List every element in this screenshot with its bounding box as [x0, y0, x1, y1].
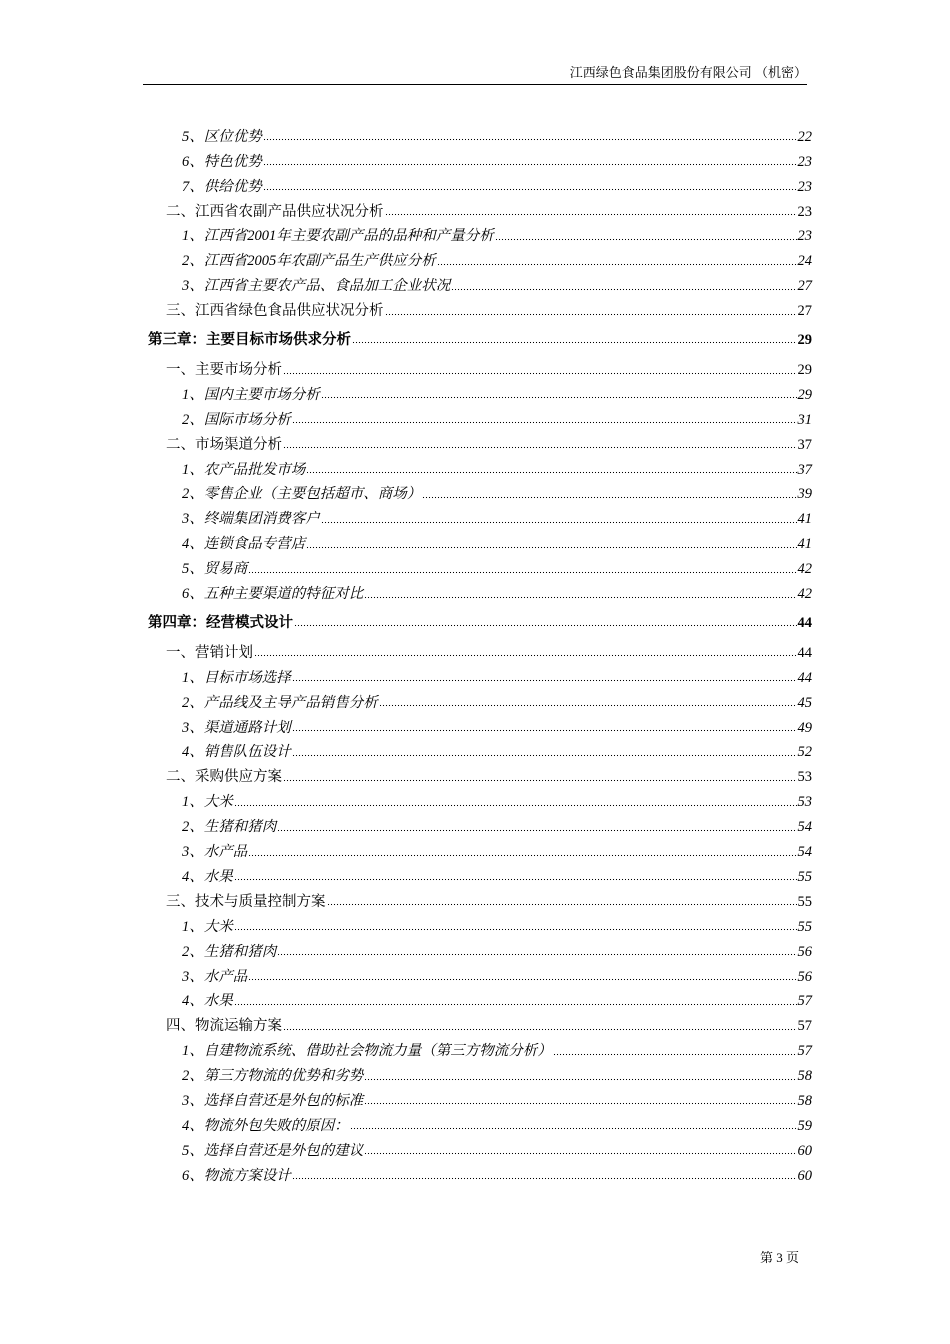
toc-entry-label: 3、江西省主要农产品、食品加工企业状况 [182, 278, 451, 295]
toc-dot-leader [254, 653, 797, 659]
toc-entry-label: 第四章：经营模式设计 [148, 615, 293, 632]
toc-entry-page-number: 24 [797, 253, 812, 270]
toc-entry-label: 4、水果 [182, 868, 233, 885]
toc-entry-label: 三、技术与质量控制方案 [166, 893, 326, 910]
toc-entry-label: 2、江西省2005年农副产品生产供应分析 [182, 253, 436, 270]
toc-dot-leader [283, 777, 797, 783]
toc-entry[interactable] [148, 506, 812, 531]
toc-dot-leader [451, 286, 796, 292]
toc-entry[interactable] [148, 1063, 812, 1088]
toc-dot-leader [234, 877, 797, 883]
toc-entry[interactable] [148, 432, 812, 457]
toc-entry[interactable] [148, 224, 812, 249]
toc-dot-leader [422, 494, 796, 500]
toc-entry-label: 2、生猪和猪肉 [182, 943, 277, 960]
toc-entry[interactable] [148, 382, 812, 407]
toc-entry-label: 6、物流方案设计 [182, 1167, 291, 1184]
toc-entry-label: 5、选择自营还是外包的建议 [182, 1142, 364, 1159]
toc-entry-page-number: 57 [797, 1043, 812, 1060]
toc-entry-label: 三、江西省绿色食品供应状况分析 [166, 303, 384, 320]
toc-dot-leader [364, 594, 796, 600]
header-company-text: 江西绿色食品集团股份有限公司 （机密） [569, 65, 807, 80]
toc-dot-leader [385, 311, 797, 317]
toc-entry-page-number: 55 [797, 893, 812, 910]
toc-entry[interactable] [148, 273, 812, 298]
toc-entry[interactable] [148, 939, 812, 964]
toc-entry[interactable] [148, 690, 812, 715]
toc-entry-page-number: 49 [797, 719, 812, 736]
toc-entry-label: 6、特色优势 [182, 153, 262, 170]
toc-entry[interactable] [148, 1113, 812, 1138]
toc-entry[interactable] [148, 964, 812, 989]
toc-dot-leader [292, 420, 797, 426]
toc-entry-label: 1、大米 [182, 794, 233, 811]
toc-dot-leader [248, 977, 796, 983]
toc-entry-page-number: 39 [797, 486, 812, 503]
toc-entry[interactable] [148, 1038, 812, 1063]
toc-dot-leader [277, 827, 796, 833]
toc-entry-label: 1、江西省2001年主要农副产品的品种和产量分析 [182, 228, 494, 245]
toc-entry-label: 1、大米 [182, 918, 233, 935]
toc-entry-page-number: 54 [797, 844, 812, 861]
toc-entry-label: 1、农产品批发市场 [182, 461, 306, 478]
toc-dot-leader [321, 395, 797, 401]
toc-dot-leader [294, 622, 797, 628]
toc-chapter-entry[interactable] [148, 323, 812, 357]
toc-entry-label: 6、五种主要渠道的特征对比 [182, 586, 364, 603]
toc-entry-page-number: 57 [797, 993, 812, 1010]
toc-dot-leader [234, 927, 797, 933]
toc-entry-label: 5、区位优势 [182, 128, 262, 145]
toc-entry-label: 3、渠道通路计划 [182, 719, 291, 736]
toc-entry-page-number: 29 [797, 386, 812, 403]
toc-entry-label: 4、物流外包失败的原因： [182, 1117, 349, 1134]
toc-entry-page-number: 23 [797, 153, 812, 170]
toc-entry[interactable] [148, 174, 812, 199]
toc-entry-label: 3、水产品 [182, 968, 248, 985]
toc-entry-page-number: 56 [797, 968, 812, 985]
toc-entry-page-number: 29 [797, 332, 812, 349]
toc-dot-leader [283, 445, 797, 451]
toc-entry-label: 2、产品线及主导产品销售分析 [182, 694, 378, 711]
toc-entry[interactable] [148, 889, 812, 914]
toc-entry[interactable] [148, 149, 812, 174]
toc-entry[interactable] [148, 740, 812, 765]
toc-entry-page-number: 55 [797, 918, 812, 935]
toc-entry-page-number: 27 [797, 303, 812, 320]
toc-entry-label: 2、生猪和猪肉 [182, 819, 277, 836]
toc-entry-label: 一、营销计划 [166, 644, 253, 661]
toc-entry-page-number: 56 [797, 943, 812, 960]
toc-entry-label: 2、零售企业（主要包括超市、商场） [182, 486, 422, 503]
toc-entry[interactable] [148, 199, 812, 224]
toc-entry-page-number: 29 [797, 362, 812, 379]
toc-entry-label: 5、贸易商 [182, 561, 248, 578]
toc-dot-leader [292, 728, 797, 734]
toc-entry[interactable] [148, 1163, 812, 1188]
toc-entry-page-number: 41 [797, 511, 812, 528]
toc-dot-leader [292, 752, 797, 758]
toc-entry-page-number: 37 [797, 436, 812, 453]
toc-entry-page-number: 58 [797, 1068, 812, 1085]
toc-dot-leader [283, 1026, 797, 1032]
toc-entry-page-number: 42 [797, 561, 812, 578]
toc-entry-page-number: 53 [797, 794, 812, 811]
toc-dot-leader [292, 678, 797, 684]
toc-entry[interactable] [148, 457, 812, 482]
toc-entry-label: 四、物流运输方案 [166, 1018, 282, 1035]
toc-entry-page-number: 58 [797, 1092, 812, 1109]
toc-entry[interactable] [148, 556, 812, 581]
toc-dot-leader [364, 1076, 796, 1082]
toc-entry-page-number: 22 [797, 128, 812, 145]
toc-dot-leader [364, 1101, 796, 1107]
toc-entry-label: 4、销售队伍设计 [182, 744, 291, 761]
toc-dot-leader [321, 519, 797, 525]
toc-entry[interactable] [148, 640, 812, 665]
toc-dot-leader [364, 1151, 796, 1157]
toc-entry[interactable] [148, 124, 812, 149]
toc-entry-page-number: 37 [797, 461, 812, 478]
toc-entry[interactable] [148, 989, 812, 1014]
toc-entry[interactable] [148, 1088, 812, 1113]
toc-entry-label: 一、主要市场分析 [166, 362, 282, 379]
toc-entry-page-number: 23 [797, 178, 812, 195]
toc-dot-leader [263, 137, 797, 143]
page-number: 第 3 页 [760, 1250, 800, 1265]
toc-entry-page-number: 42 [797, 586, 812, 603]
toc-entry-label: 1、目标市场选择 [182, 669, 291, 686]
toc-entry-label: 1、国内主要市场分析 [182, 386, 320, 403]
toc-dot-leader [292, 1176, 797, 1182]
toc-entry-page-number: 44 [797, 669, 812, 686]
toc-entry[interactable] [148, 357, 812, 382]
toc-chapter-entry[interactable] [148, 606, 812, 640]
toc-entry-page-number: 54 [797, 819, 812, 836]
toc-entry-label: 二、采购供应方案 [166, 769, 282, 786]
toc-entry-page-number: 23 [797, 203, 812, 220]
toc-dot-leader [248, 852, 796, 858]
toc-entry[interactable] [148, 789, 812, 814]
toc-dot-leader [495, 236, 797, 242]
toc-entry[interactable] [148, 407, 812, 432]
toc-entry-page-number: 44 [797, 615, 812, 632]
toc-dot-leader [352, 339, 797, 345]
toc-dot-leader [283, 370, 797, 376]
toc-entry-page-number: 27 [797, 278, 812, 295]
toc-entry-label: 4、水果 [182, 993, 233, 1010]
toc-entry[interactable] [148, 482, 812, 507]
toc-entry-page-number: 53 [797, 769, 812, 786]
toc-dot-leader [263, 187, 797, 193]
toc-entry-page-number: 57 [797, 1018, 812, 1035]
toc-entry-label: 4、连锁食品专营店 [182, 536, 306, 553]
toc-entry[interactable] [148, 814, 812, 839]
toc-entry-page-number: 31 [797, 411, 812, 428]
toc-entry[interactable] [148, 1013, 812, 1038]
toc-dot-leader [248, 569, 796, 575]
toc-dot-leader [553, 1051, 797, 1057]
toc-dot-leader [379, 703, 797, 709]
toc-entry[interactable] [148, 665, 812, 690]
toc-entry-label: 3、水产品 [182, 844, 248, 861]
toc-dot-leader [234, 1001, 797, 1007]
toc-entry-page-number: 55 [797, 868, 812, 885]
toc-entry-page-number: 23 [797, 228, 812, 245]
toc-entry[interactable] [148, 839, 812, 864]
toc-entry-label: 1、自建物流系统、借助社会物流力量（第三方物流分析） [182, 1043, 552, 1060]
toc-entry[interactable] [148, 581, 812, 606]
toc-entry[interactable] [148, 1138, 812, 1163]
toc-entry[interactable] [148, 531, 812, 556]
toc-dot-leader [306, 544, 796, 550]
table-of-contents [148, 124, 812, 1188]
toc-entry-label: 二、市场渠道分析 [166, 436, 282, 453]
page-header [143, 62, 807, 85]
toc-entry-page-number: 60 [797, 1142, 812, 1159]
toc-dot-leader [234, 802, 797, 808]
toc-entry-label: 第三章：主要目标市场供求分析 [148, 332, 351, 349]
toc-entry-label: 2、国际市场分析 [182, 411, 291, 428]
toc-entry-page-number: 52 [797, 744, 812, 761]
toc-entry[interactable] [148, 248, 812, 273]
toc-entry-label: 2、第三方物流的优势和劣势 [182, 1068, 364, 1085]
toc-entry-label: 7、供给优势 [182, 178, 262, 195]
toc-entry-label: 3、选择自营还是外包的标准 [182, 1092, 364, 1109]
toc-entry-page-number: 45 [797, 694, 812, 711]
toc-dot-leader [385, 212, 797, 218]
toc-entry[interactable] [148, 914, 812, 939]
toc-entry-label: 3、终端集团消费客户 [182, 511, 320, 528]
toc-entry[interactable] [148, 764, 812, 789]
toc-entry-page-number: 44 [797, 644, 812, 661]
toc-entry-page-number: 59 [797, 1117, 812, 1134]
toc-dot-leader [350, 1126, 797, 1132]
toc-dot-leader [263, 162, 797, 168]
toc-entry[interactable] [148, 864, 812, 889]
toc-dot-leader [277, 952, 796, 958]
toc-entry[interactable] [148, 298, 812, 323]
toc-dot-leader [327, 902, 797, 908]
toc-entry-page-number: 60 [797, 1167, 812, 1184]
toc-entry-label: 二、江西省农副产品供应状况分析 [166, 203, 384, 220]
toc-entry[interactable] [148, 715, 812, 740]
toc-entry-page-number: 41 [797, 536, 812, 553]
toc-dot-leader [306, 470, 796, 476]
toc-dot-leader [437, 261, 797, 267]
